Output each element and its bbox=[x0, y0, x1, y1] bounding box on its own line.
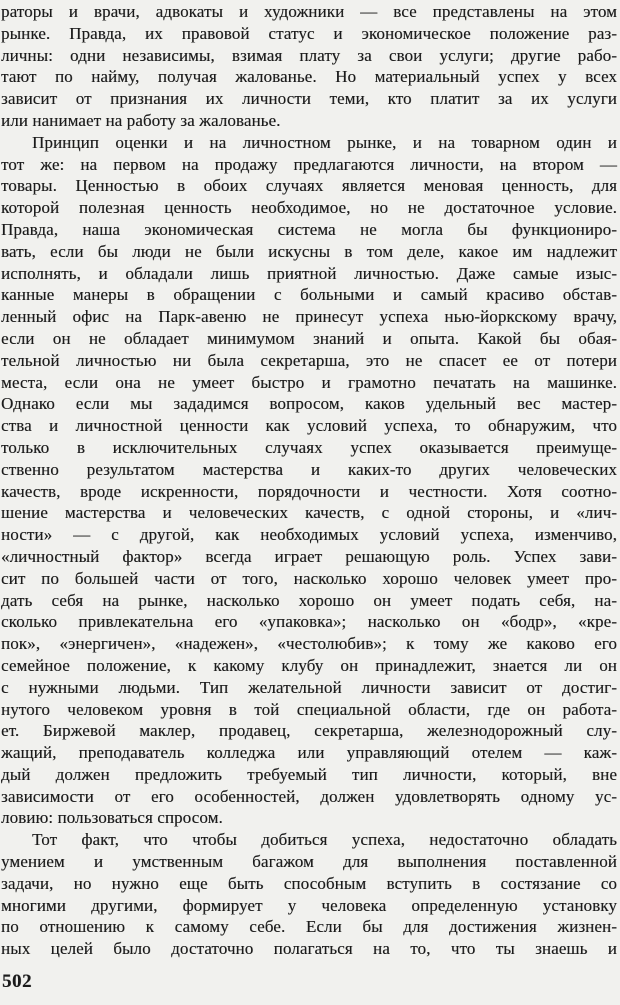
text-line: зависит от признания их личности теми, кто платит за их услуги bbox=[1, 89, 617, 109]
text-line: дать себя на рынке, насколько хорошо он умеет подать себя, на- bbox=[1, 590, 617, 610]
text-line: шение мастерства и человеческих качеств, с одной стороны, и «лич- bbox=[1, 503, 617, 523]
text-line: только в исключительных случаях успех оказывается преимуще- bbox=[1, 437, 617, 457]
body-text bbox=[1, 1, 617, 960]
text-line: личны: одни независимы, взимая плату за свои услуги; другие рабо- bbox=[1, 45, 617, 65]
page-number: 502 bbox=[2, 971, 32, 992]
text-line: товары. Ценностью в обоих случаях является меновая ценность, для bbox=[1, 176, 617, 196]
text-line: семейное положение, к какому клубу он принадлежит, знается ли он bbox=[1, 655, 617, 675]
text-line: зависимости от его особенностей, должен удовлетворять одному ус- bbox=[1, 786, 617, 806]
text-line: ловию: пользоваться спросом. bbox=[1, 808, 223, 828]
text-line: ственно результатом мастерства и каких-то других человеческих bbox=[1, 459, 617, 479]
text-line: «личностный фактор» всегда играет решающую роль. Успех зави- bbox=[1, 546, 617, 566]
text-line: места, если она не умеет быстро и грамотно печатать на машинке. bbox=[1, 372, 617, 392]
text-line: ных целей было достаточно полагаться на то, что ты знаешь и bbox=[1, 939, 617, 959]
text-line: исполнять, и обладали лишь приятной личностью. Даже самые изыс- bbox=[1, 263, 617, 283]
text-line: сколько привлекательна его «упаковка»; насколько он «бодр», «кре- bbox=[1, 612, 617, 632]
text-line: нутого человеком уровня в той специальной области, где он работа- bbox=[1, 699, 617, 719]
text-line: ленный офис на Парк-авеню не принесут успеха нью-йоркскому врачу, bbox=[1, 307, 617, 327]
text-line: ства и личностной ценности как условий успеха, то обнаружим, что bbox=[1, 416, 617, 436]
text-line: умением и умственным багажом для выполнения поставленной bbox=[1, 852, 617, 872]
text-line: рынке. Правда, их правовой статус и экономическое положение раз- bbox=[1, 23, 617, 43]
text-line: ет. Биржевой маклер, продавец, секретарша, железнодорожный слу- bbox=[1, 721, 617, 741]
text-line: Однако если мы зададимся вопросом, каков удельный вес мастер- bbox=[1, 394, 617, 414]
text-line: ности» — с другой, как необходимых условий успеха, изменчиво, bbox=[1, 525, 617, 545]
text-line: Принцип оценки и на личностном рынке, и на товарном один и bbox=[32, 132, 617, 152]
text-line: Тот факт, что чтобы добиться успеха, недостаточно обладать bbox=[32, 830, 617, 850]
text-line: пок», «энергичен», «надежен», «честолюбив»; к тому же каково его bbox=[1, 634, 617, 654]
text-line: вать, если бы люди не были искусны в том деле, какое им надлежит bbox=[1, 241, 617, 261]
text-line: задачи, но нужно еще быть способным вступить в состязание со bbox=[1, 873, 617, 893]
text-line: раторы и врачи, адвокаты и художники — все представлены на этом bbox=[1, 2, 617, 21]
text-line: тают по найму, получая жалованье. Но материальный успех у всех bbox=[1, 67, 617, 87]
text-line: канные манеры в обращении с больными и самый красиво обстав- bbox=[1, 285, 617, 305]
text-line: если он не обладает минимумом знаний и опыта. Какой бы обая- bbox=[1, 328, 617, 348]
text-line: качеств, вроде искренности, порядочности и честности. Хотя соотно- bbox=[1, 481, 617, 501]
text-line: или нанимает на работу за жалованье. bbox=[1, 110, 281, 130]
text-line: тельной личностью ни была секретарша, это не спасет ее от потери bbox=[1, 350, 617, 370]
text-line: тот же: на первом на продажу предлагаются личности, на втором — bbox=[1, 154, 617, 174]
text-line: дый должен предложить требуемый тип личности, который, вне bbox=[1, 764, 617, 784]
text-line: жащий, преподаватель колледжа или управляющий отелем — каж- bbox=[1, 743, 617, 763]
text-line: с нужными людьми. Тип желательной личности зависит от достиг- bbox=[1, 677, 617, 697]
text-line: по отношению к самому себе. Если бы для достижения жизнен- bbox=[1, 917, 617, 937]
text-line: Правда, наша экономическая система не могла бы функциониро- bbox=[1, 219, 617, 239]
text-line: которой полезная ценность необходимое, но не достаточное условие. bbox=[1, 198, 617, 218]
text-line: сит по большей части от того, насколько хорошо человек умеет про- bbox=[1, 568, 617, 588]
text-line: многими другими, формирует у человека определенную установку bbox=[1, 895, 617, 915]
